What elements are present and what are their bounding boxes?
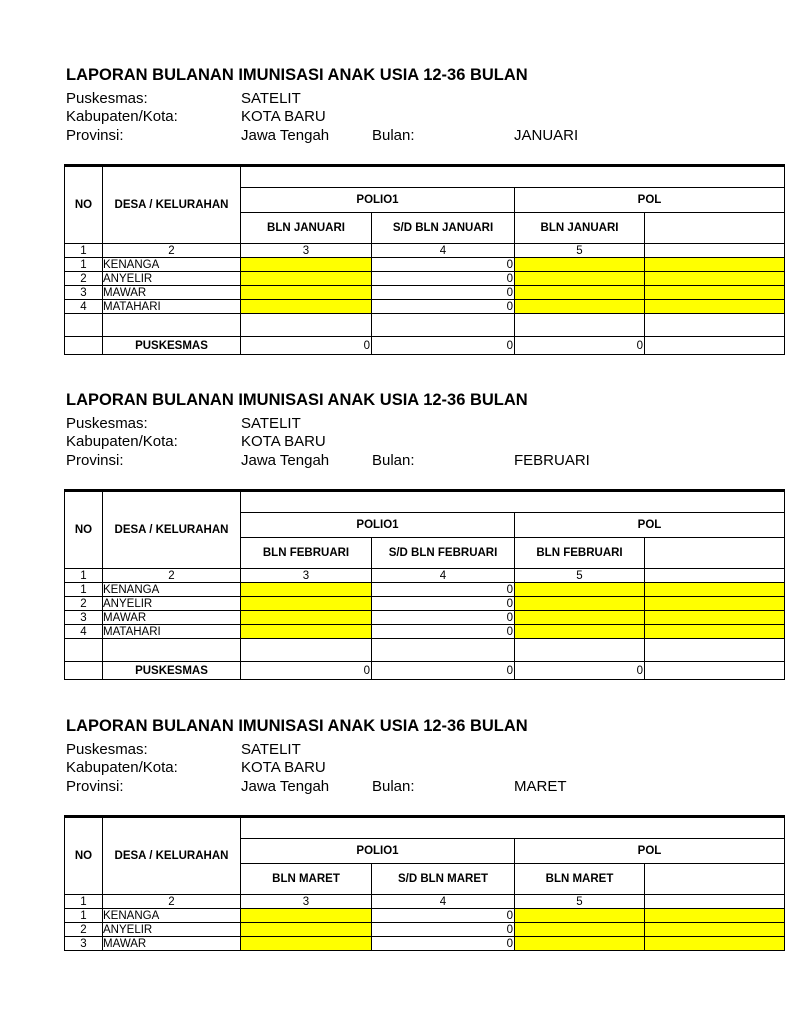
input-cell[interactable] <box>241 583 372 597</box>
puskesmas-value: SATELIT <box>241 415 301 432</box>
header-bln: BLN MARET <box>241 864 372 895</box>
col-number: 2 <box>103 895 241 909</box>
header-sd-bln: S/D BLN FEBRUARI <box>372 538 515 569</box>
bulan-value: FEBRUARI <box>514 452 590 469</box>
header-polio-next: POL <box>515 188 785 213</box>
col-number: 2 <box>103 244 241 258</box>
row-desa: ANYELIR <box>103 272 241 286</box>
row-desa: MATAHARI <box>103 625 241 639</box>
input-cell[interactable] <box>241 272 372 286</box>
table-row <box>65 300 785 314</box>
row-no: 4 <box>65 625 103 639</box>
header-sd-bln: S/D BLN JANUARI <box>372 213 515 244</box>
bulan-value: JANUARI <box>514 127 579 144</box>
col-number: 5 <box>515 244 645 258</box>
input-cell[interactable] <box>241 286 372 300</box>
kabupaten-value: KOTA BARU <box>241 433 326 450</box>
row-desa: MAWAR <box>103 611 241 625</box>
input-cell[interactable] <box>515 286 645 300</box>
header-bln: BLN JANUARI <box>241 213 372 244</box>
row-no: 2 <box>65 923 103 937</box>
bulan-label: Bulan: <box>372 452 415 469</box>
table-row <box>65 286 785 300</box>
input-cell[interactable] <box>515 272 645 286</box>
input-cell[interactable] <box>515 611 645 625</box>
row-no: 2 <box>65 597 103 611</box>
header-no: NO <box>65 491 103 569</box>
bulan-value: MARET <box>514 778 567 795</box>
col-number: 5 <box>515 569 645 583</box>
kabupaten-label: Kabupaten/Kota: <box>66 759 178 776</box>
input-cell[interactable] <box>241 300 372 314</box>
total-bln: 0 <box>241 337 372 355</box>
col-number: 3 <box>241 244 372 258</box>
puskesmas-label: Puskesmas: <box>66 90 148 107</box>
header-polio-next: POL <box>515 513 785 538</box>
bulan-label: Bulan: <box>372 127 415 144</box>
total-sd: 0 <box>372 337 515 355</box>
kabupaten-value: KOTA BARU <box>241 759 326 776</box>
row-sd-value: 0 <box>372 625 515 639</box>
total-sd: 0 <box>372 662 515 680</box>
table-row <box>65 583 785 597</box>
row-desa: MATAHARI <box>103 300 241 314</box>
total-bln-next: 0 <box>515 662 645 680</box>
input-cell[interactable] <box>515 300 645 314</box>
row-desa: KENANGA <box>103 258 241 272</box>
row-no: 3 <box>65 937 103 951</box>
input-cell[interactable] <box>515 937 645 951</box>
row-sd-value: 0 <box>372 909 515 923</box>
col-number: 1 <box>65 244 103 258</box>
row-no: 3 <box>65 611 103 625</box>
col-number: 4 <box>372 895 515 909</box>
col-number: 3 <box>241 895 372 909</box>
table-row <box>65 272 785 286</box>
puskesmas-value: SATELIT <box>241 90 301 107</box>
input-cell[interactable] <box>515 583 645 597</box>
input-cell[interactable] <box>241 923 372 937</box>
report-title: LAPORAN BULANAN IMUNISASI ANAK USIA 12-36 BULAN <box>66 717 528 735</box>
provinsi-label: Provinsi: <box>66 452 124 469</box>
kabupaten-label: Kabupaten/Kota: <box>66 108 178 125</box>
row-sd-value: 0 <box>372 258 515 272</box>
table-row <box>65 597 785 611</box>
header-polio1: POLIO1 <box>241 513 515 538</box>
report-januari <box>0 0 768 352</box>
header-bln-next: BLN MARET <box>515 864 645 895</box>
input-cell[interactable] <box>515 909 645 923</box>
row-sd-value: 0 <box>372 286 515 300</box>
header-desa: DESA / KELURAHAN <box>103 491 241 569</box>
table-row <box>65 611 785 625</box>
col-number: 1 <box>65 895 103 909</box>
input-cell[interactable] <box>241 597 372 611</box>
input-cell[interactable] <box>515 597 645 611</box>
row-sd-value: 0 <box>372 300 515 314</box>
report-maret <box>0 651 768 1024</box>
provinsi-value: Jawa Tengah <box>241 127 330 144</box>
puskesmas-value: SATELIT <box>241 741 301 758</box>
row-desa: MAWAR <box>103 937 241 951</box>
input-cell[interactable] <box>515 258 645 272</box>
bulan-label: Bulan: <box>372 778 415 795</box>
input-cell[interactable] <box>515 625 645 639</box>
header-desa: DESA / KELURAHAN <box>103 817 241 895</box>
row-no: 1 <box>65 258 103 272</box>
table-row <box>65 625 785 639</box>
col-number: 1 <box>65 569 103 583</box>
col-number: 4 <box>372 244 515 258</box>
provinsi-label: Provinsi: <box>66 778 124 795</box>
provinsi-value: Jawa Tengah <box>241 452 330 469</box>
kabupaten-value: KOTA BARU <box>241 108 326 125</box>
row-desa: ANYELIR <box>103 923 241 937</box>
row-sd-value: 0 <box>372 597 515 611</box>
row-desa: KENANGA <box>103 909 241 923</box>
puskesmas-label: Puskesmas: <box>66 741 148 758</box>
row-desa: KENANGA <box>103 583 241 597</box>
row-no: 2 <box>65 272 103 286</box>
report-februari <box>0 325 768 677</box>
row-no: 4 <box>65 300 103 314</box>
input-cell[interactable] <box>241 937 372 951</box>
header-desa: DESA / KELURAHAN <box>103 166 241 244</box>
row-desa: ANYELIR <box>103 597 241 611</box>
puskesmas-label: Puskesmas: <box>66 415 148 432</box>
header-no: NO <box>65 817 103 895</box>
row-sd-value: 0 <box>372 937 515 951</box>
header-bln-next: BLN JANUARI <box>515 213 645 244</box>
provinsi-label: Provinsi: <box>66 127 124 144</box>
row-sd-value: 0 <box>372 272 515 286</box>
header-polio-next: POL <box>515 839 785 864</box>
input-cell[interactable] <box>241 611 372 625</box>
report-table <box>64 815 768 957</box>
col-number: 5 <box>515 895 645 909</box>
col-number: 2 <box>103 569 241 583</box>
input-cell[interactable] <box>241 625 372 639</box>
header-bln-next: BLN FEBRUARI <box>515 538 645 569</box>
kabupaten-label: Kabupaten/Kota: <box>66 433 178 450</box>
input-cell[interactable] <box>241 909 372 923</box>
header-bln: BLN FEBRUARI <box>241 538 372 569</box>
total-label: PUSKESMAS <box>103 337 241 355</box>
total-label: PUSKESMAS <box>103 662 241 680</box>
row-sd-value: 0 <box>372 583 515 597</box>
row-no: 1 <box>65 909 103 923</box>
provinsi-value: Jawa Tengah <box>241 778 330 795</box>
total-bln-next: 0 <box>515 337 645 355</box>
col-number: 3 <box>241 569 372 583</box>
header-no: NO <box>65 166 103 244</box>
col-number: 4 <box>372 569 515 583</box>
header-sd-bln: S/D BLN MARET <box>372 864 515 895</box>
table-row <box>65 937 785 951</box>
report-title: LAPORAN BULANAN IMUNISASI ANAK USIA 12-36 BULAN <box>66 391 528 409</box>
table-row <box>65 258 785 272</box>
header-polio1: POLIO1 <box>241 839 515 864</box>
input-cell[interactable] <box>515 923 645 937</box>
row-no: 1 <box>65 583 103 597</box>
row-no: 3 <box>65 286 103 300</box>
table-row <box>65 909 785 923</box>
row-sd-value: 0 <box>372 923 515 937</box>
table-row <box>65 923 785 937</box>
total-bln: 0 <box>241 662 372 680</box>
report-title: LAPORAN BULANAN IMUNISASI ANAK USIA 12-36 BULAN <box>66 66 528 84</box>
row-desa: MAWAR <box>103 286 241 300</box>
row-sd-value: 0 <box>372 611 515 625</box>
input-cell[interactable] <box>241 258 372 272</box>
header-polio1: POLIO1 <box>241 188 515 213</box>
